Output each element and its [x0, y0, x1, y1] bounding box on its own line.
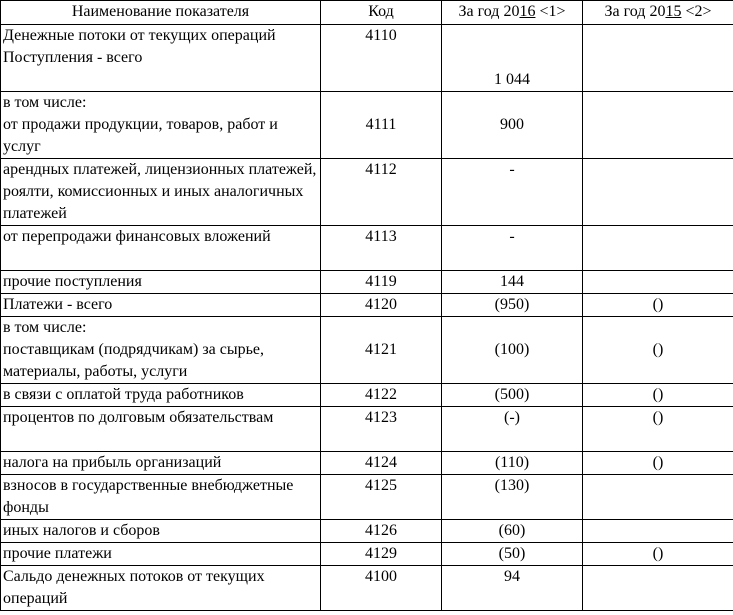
row-code: 4110	[321, 25, 442, 92]
header-2016-note: <1>	[535, 3, 566, 20]
indicator-name-line: иных налогов и сборов	[3, 522, 160, 539]
table-row	[1, 294, 733, 317]
indicator-name-line: Платежи - всего	[3, 296, 113, 313]
indicator-name-line: взносов в государственные внебюджетные фонды	[3, 477, 294, 516]
indicator-name-line: в том числе:	[3, 94, 87, 111]
indicator-name	[1, 520, 321, 543]
value-2015	[583, 271, 733, 294]
indicator-name-line: налога на прибыль организаций	[3, 454, 222, 471]
row-code: 4126	[321, 520, 442, 543]
table-row	[1, 92, 733, 159]
row-code: 4129	[321, 543, 442, 566]
indicator-name	[1, 384, 321, 407]
value-2015: ()	[583, 317, 733, 384]
row-code: 4111	[321, 92, 442, 159]
row-code: 4119	[321, 271, 442, 294]
table-row	[1, 271, 733, 294]
table-row	[1, 226, 733, 271]
row-code: 4100	[321, 566, 442, 611]
value-2016: 144	[442, 271, 583, 294]
indicator-name-line: в связи с оплатой труда работников	[3, 386, 244, 403]
value-2016: (60)	[442, 520, 583, 543]
header-2015-year: 15	[665, 3, 682, 20]
indicator-name	[1, 407, 321, 452]
table-header-row	[1, 1, 733, 25]
row-code: 4122	[321, 384, 442, 407]
value-2016: (-)	[442, 407, 583, 452]
header-2016-year: 16	[519, 3, 536, 20]
value-2015: ()	[583, 407, 733, 452]
header-year-2015	[583, 1, 733, 25]
value-2016: (110)	[442, 452, 583, 475]
row-code: 4125	[321, 475, 442, 520]
row-code: 4112	[321, 159, 442, 226]
header-2015-note: <2>	[681, 3, 712, 20]
value-2016: (500)	[442, 384, 583, 407]
indicator-name-line: от перепродажи финансовых вложений	[3, 228, 271, 245]
value-2015	[583, 92, 733, 159]
value-2015: ()	[583, 384, 733, 407]
indicator-name	[1, 271, 321, 294]
table-row	[1, 566, 733, 611]
value-2016: 1 044	[442, 25, 583, 92]
indicator-name	[1, 475, 321, 520]
header-name: Наименование показателя	[1, 1, 321, 25]
value-2016: -	[442, 226, 583, 271]
header-2016-prefix: За год 20	[458, 3, 520, 20]
value-2015	[583, 520, 733, 543]
header-year-2016	[442, 1, 583, 25]
table-row	[1, 317, 733, 384]
table-row	[1, 159, 733, 226]
table-row	[1, 407, 733, 452]
indicator-name	[1, 92, 321, 159]
indicator-name-line: Денежные потоки от текущих операций	[3, 27, 276, 44]
header-2015-prefix: За год 20	[604, 3, 666, 20]
value-2015	[583, 159, 733, 226]
indicator-name	[1, 543, 321, 566]
value-2015: ()	[583, 294, 733, 317]
row-code: 4123	[321, 407, 442, 452]
indicator-name-line: Сальдо денежных потоков от текущих операций	[3, 568, 265, 607]
indicator-name	[1, 226, 321, 271]
indicator-name	[1, 25, 321, 92]
value-2015: ()	[583, 452, 733, 475]
indicator-name-line: Поступления - всего	[3, 49, 143, 66]
table-row	[1, 384, 733, 407]
indicator-name-line: прочие поступления	[3, 273, 142, 290]
row-code: 4124	[321, 452, 442, 475]
value-2016: 900	[442, 92, 583, 159]
row-code: 4113	[321, 226, 442, 271]
table-row	[1, 543, 733, 566]
value-2015	[583, 566, 733, 611]
table-body	[1, 25, 733, 611]
value-2016: (130)	[442, 475, 583, 520]
value-2016: 94	[442, 566, 583, 611]
table-row	[1, 25, 733, 92]
indicator-name-line: поставщикам (подрядчикам) за сырье, материалы, работы, услуги	[3, 341, 264, 380]
row-code: 4121	[321, 317, 442, 384]
header-code: Код	[321, 1, 442, 25]
table-row	[1, 520, 733, 543]
indicator-name-line: от продажи продукции, товаров, работ и услуг	[3, 116, 278, 155]
indicator-name-line: арендных платежей, лицензионных платежей, роялти, комиссионных и иных аналогичных платежей	[3, 161, 317, 222]
value-2015	[583, 25, 733, 92]
indicator-name	[1, 317, 321, 384]
value-2016: (950)	[442, 294, 583, 317]
value-2016: -	[442, 159, 583, 226]
table-row	[1, 452, 733, 475]
indicator-name	[1, 566, 321, 611]
indicator-name-line: в том числе:	[3, 319, 87, 336]
indicator-name-line: прочие платежи	[3, 545, 112, 562]
value-2015	[583, 226, 733, 271]
row-code: 4120	[321, 294, 442, 317]
value-2015	[583, 475, 733, 520]
indicator-name	[1, 159, 321, 226]
table-row	[1, 475, 733, 520]
value-2016: (50)	[442, 543, 583, 566]
indicator-name	[1, 294, 321, 317]
indicator-name-line: процентов по долговым обязательствам	[3, 409, 274, 426]
value-2015: ()	[583, 543, 733, 566]
indicator-name	[1, 452, 321, 475]
value-2016: (100)	[442, 317, 583, 384]
